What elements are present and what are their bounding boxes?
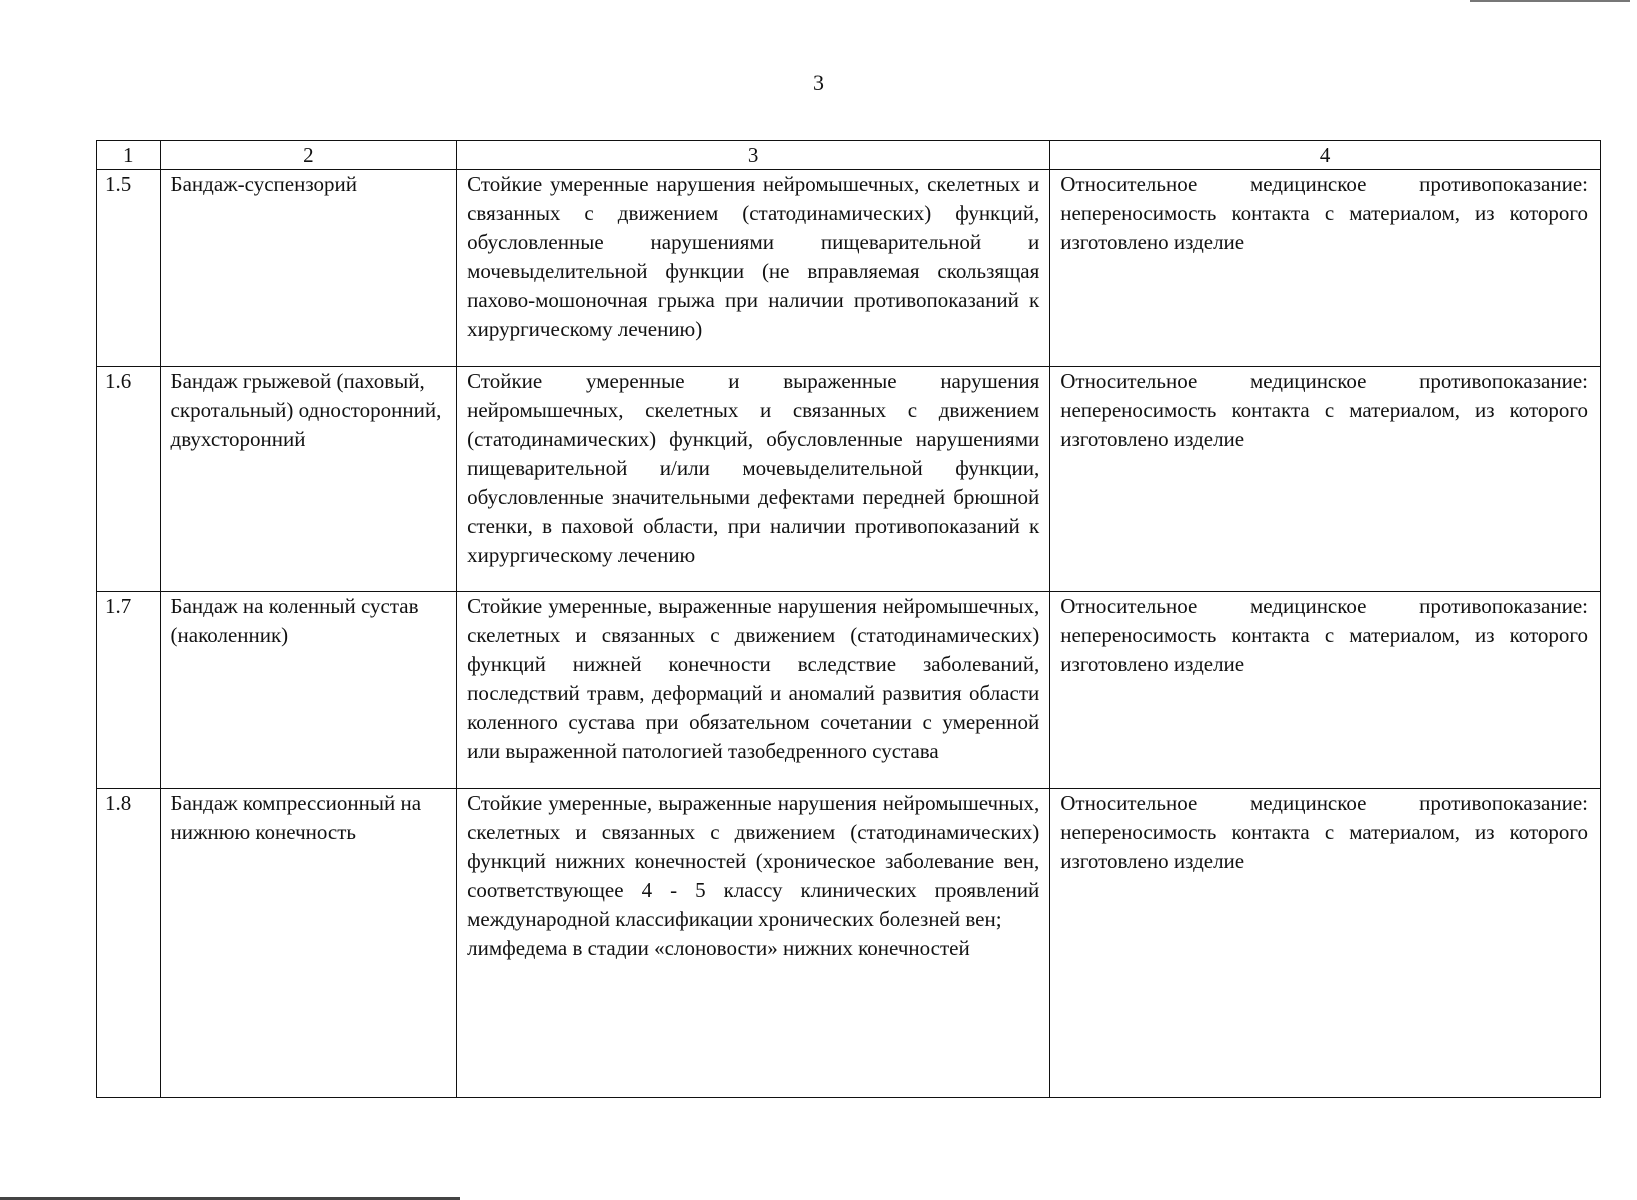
product-name: Бандаж на коленный сустав (наколенник): [160, 592, 457, 789]
contraindications-cell: [1050, 367, 1601, 592]
indications-cell: [457, 170, 1050, 367]
header-row: [97, 141, 1601, 170]
product-name: Бандаж грыжевой (паховый, скротальный) односторонний, двухсторонний: [160, 367, 457, 592]
contraindications-cell: [1050, 170, 1601, 367]
row-number: 1.8: [97, 789, 161, 1098]
table-row: [97, 789, 1601, 1098]
page-number: 3: [813, 70, 824, 95]
contraindications-text: Относительное медицинское противопоказание: непереносимость контакта с материалом, из которого изготовлено изделие: [1060, 369, 1588, 451]
row-number: 1.6: [97, 367, 161, 592]
indications-text: Стойкие умеренные нарушения нейромышечных, скелетных и связанных с движением (статодинамических) функций, обусловленные нарушениями пищеварительной и мочевыделительной функции (не вправляемая скользящая пахово-мошоночная грыжа при наличии противопоказаний к хирургическому лечению): [467, 172, 1040, 341]
product-name: Бандаж-суспензорий: [160, 170, 457, 367]
product-name: Бандаж компрессионный на нижнюю конечность: [160, 789, 457, 1098]
row-number: 1.7: [97, 592, 161, 789]
indications-text: Стойкие умеренные, выраженные нарушения нейромышечных, скелетных и связанных с движением (статодинамических) функций нижних конечностей (хроническое заболевание вен, соответствующее 4 - 5 классу клинических проявлений международной классификации хронических болезней вен;: [467, 791, 1040, 931]
contraindications-text: Относительное медицинское противопоказание: непереносимость контакта с материалом, из которого изготовлено изделие: [1060, 791, 1588, 873]
contraindications-cell: [1050, 592, 1601, 789]
header-cell-4: 4: [1050, 141, 1601, 170]
table-header: [97, 141, 1601, 170]
table-row: [97, 170, 1601, 367]
indications-cell: [457, 592, 1050, 789]
indications-text: Стойкие умеренные и выраженные нарушения нейромышечных, скелетных и связанных с движением (статодинамических) функций, обусловленные нарушениями пищеварительной и/или мочевыделительной функции, обусловленные значительными дефектами передней брюшной стенки, в паховой области, при наличии противопоказаний к хирургическому лечению: [467, 369, 1040, 567]
header-cell-2: 2: [160, 141, 457, 170]
table-row: [97, 367, 1601, 592]
header-cell-3: 3: [457, 141, 1050, 170]
indications-cell: [457, 789, 1050, 1098]
scan-edge-top: [1470, 0, 1630, 2]
contraindications-text: Относительное медицинское противопоказание: непереносимость контакта с материалом, из которого изготовлено изделие: [1060, 172, 1588, 254]
contraindications-cell: [1050, 789, 1601, 1098]
contraindications-text: Относительное медицинское противопоказание: непереносимость контакта с материалом, из которого изготовлено изделие: [1060, 594, 1588, 676]
header-cell-1: 1: [97, 141, 161, 170]
table-row: [97, 592, 1601, 789]
indications-text-continued: лимфедема в стадии «слоновости» нижних конечностей: [467, 936, 970, 960]
row-number: 1.5: [97, 170, 161, 367]
table-body: [97, 170, 1601, 1098]
indications-table: [96, 140, 1601, 1098]
indications-cell: [457, 367, 1050, 592]
indications-text: Стойкие умеренные, выраженные нарушения нейромышечных, скелетных и связанных с движением (статодинамических) функций нижней конечности вследствие заболеваний, последствий травм, деформаций и аномалий развития области коленного сустава при обязательном сочетании с умеренной или выраженной патологией тазобедренного сустава: [467, 594, 1040, 763]
